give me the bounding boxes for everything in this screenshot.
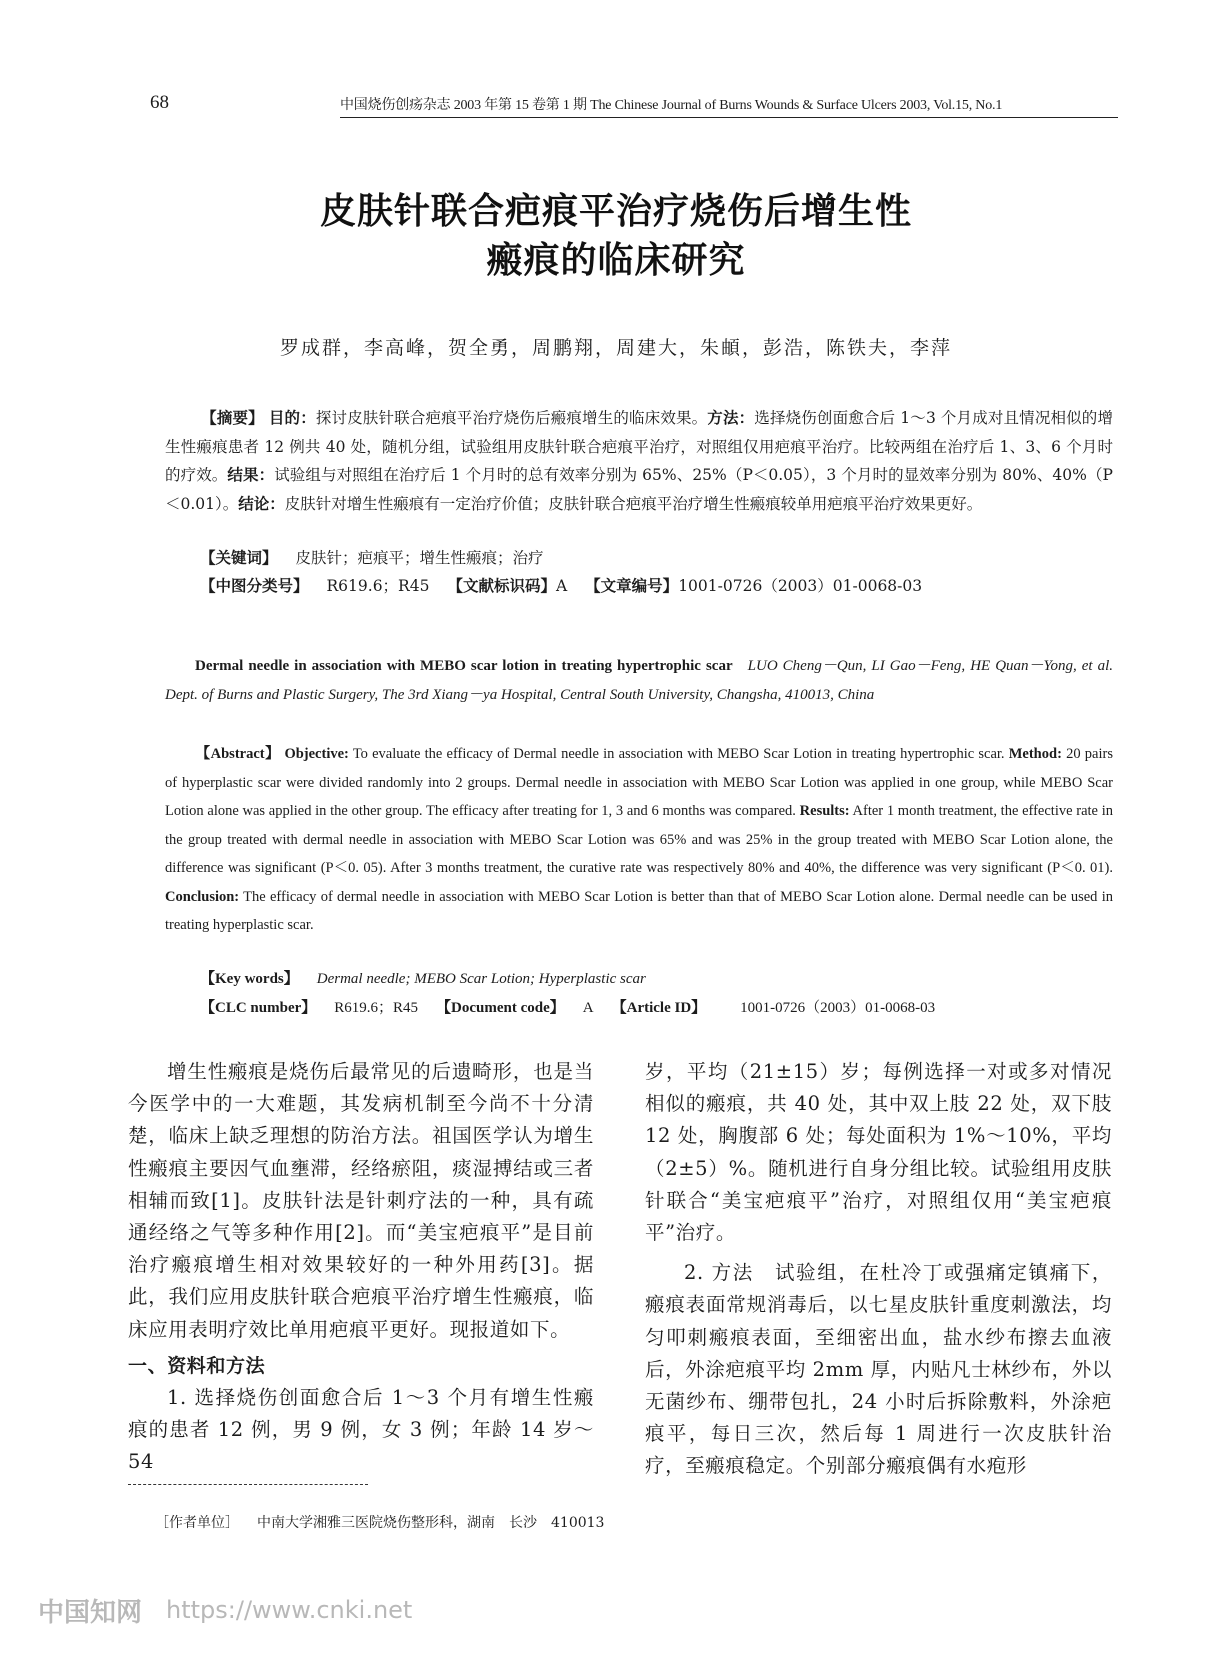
method-text: 选择烧伤创面愈合后 1～3 个月成对且情况相似的增生性瘢痕患者 12 例共 40 处，随机分组，试验组用皮肤针联合疤痕平治疗，对照组仅用疤痕平治疗。比较两组在治疗后 1、3、6 个月时的疗效。 xyxy=(165,409,1113,484)
english-authors: LUO Cheng－Qun, LI Gao－Feng, HE Quan－Yong, et al. xyxy=(747,658,1114,674)
doc-code-label: 【文献标识码】 xyxy=(447,577,556,595)
section-heading: 一、资料和方法 xyxy=(128,1354,266,1377)
author-affiliation-footnote xyxy=(155,1512,604,1532)
clc-label: 【中图分类号】 xyxy=(200,577,309,595)
en-method-text: 20 pairs of hyperplastic scar were divided randomly into 2 groups. Dermal needle in association with MEBO Scar Lotion was applied in one group, while MEBO Scar Lotion alone was applied in the other group. The efficacy after treating for 1, 3 and 6 months was compared. xyxy=(165,746,1113,819)
intro-paragraph: 增生性瘢痕是烧伤后最常见的后遗畸形，也是当今医学中的一大难题，其发病机制至今尚不十分清楚，临床上缺乏理想的防治方法。祖国医学认为增生性瘢痕主要因气血壅滞，经络瘀阻，痰湿搏结或三者相辅而致[1]。皮肤针法是针刺疗法的一种，具有疏通经络之气等多种作用[2]。而“美宝疤痕平”是目前治疗瘢痕增生相对效果较好的一种外用药[3]。据此，我们应用皮肤针联合疤痕平治疗增生性瘢痕，临床应用表明疗效比单用疤痕平更好。现报道如下。 xyxy=(128,1060,594,1341)
en-abstract-label: 【Abstract】 xyxy=(195,746,281,762)
article-id-label: 【文章编号】 xyxy=(585,577,679,595)
en-article-id-value: 1001-0726（2003）01-0068-03 xyxy=(740,1000,936,1016)
conclusion-label: 结论： xyxy=(238,494,285,513)
result-text: 试验组与对照组在治疗后 1 个月时的总有效率分别为 65%、25%（P＜0.05），3 个月时的显效率分别为 80%、40%（P＜0.01）。 xyxy=(165,466,1113,513)
chinese-classification xyxy=(200,574,922,596)
conclusion-text: 皮肤针对增生性瘢痕有一定治疗价值；皮肤针联合疤痕平治疗增生性瘢痕较单用疤痕平治疗效果更好。 xyxy=(284,494,983,513)
chinese-keywords xyxy=(200,546,544,568)
keywords-value: 皮肤针；疤痕平；增生性瘢痕；治疗 xyxy=(295,549,544,567)
english-keywords xyxy=(200,967,646,988)
author-list: 罗成群，李高峰，贺全勇，周鹏翔，周建大，朱頔，彭浩，陈铁夫，李萍 xyxy=(279,337,952,359)
en-results-label: Results: xyxy=(799,803,850,819)
cnki-url[interactable]: https://www.cnki.net xyxy=(166,1596,413,1624)
en-doc-code-label: 【Document code】 xyxy=(436,1000,565,1016)
clc-value: R619.6；R45 xyxy=(326,577,430,595)
keywords-label: 【关键词】 xyxy=(200,549,278,567)
abstract-label: 【摘要】 xyxy=(201,409,264,427)
en-doc-code-value: A xyxy=(582,1000,594,1016)
en-conclusion-label: Conclusion: xyxy=(165,888,240,905)
method-label: 方法： xyxy=(707,409,755,427)
body-right-column xyxy=(645,1056,1112,1483)
en-keywords-label: 【Key words】 xyxy=(200,971,299,987)
english-classification xyxy=(200,996,935,1017)
doc-code-value: A xyxy=(555,577,568,595)
english-title-block xyxy=(165,652,1113,709)
footnote-rule xyxy=(128,1484,368,1485)
english-title: Dermal needle in association with MEBO scar lotion in treating hypertrophic scar xyxy=(195,658,733,674)
en-objective-label: Objective: xyxy=(284,746,349,762)
result-label: 结果： xyxy=(227,466,275,484)
methods-paragraph: 2. 方法 试验组，在杜冷丁或强痛定镇痛下，瘢痕表面常规消毒后，以七星皮肤针重度刺激法，均匀叩刺瘢痕表面，至细密出血，盐水纱布擦去血液后，外涂疤痕平均 2mm 厚，内贴凡士林纱布，外以无菌纱布、绷带包扎，24 小时后拆除敷料，外涂疤痕平，每日三次，然后每 1 周进行一次皮肤针治疗，至瘢痕稳定。个别部分瘢痕偶有水疱形 xyxy=(645,1261,1112,1478)
en-results-text: After 1 month treatment, the effective rate in the group treated with dermal needle in association with MEBO Scar Lotion was 65% and was 25% in the group treated with MEBO Scar Lotion alone, the difference was significant (P＜0. 05). After 3 months treatment, the curative rate was respectively 80% and 40%, the difference was very significant (P＜0. 01). xyxy=(165,803,1114,876)
footnote-value: 中南大学湘雅三医院烧伤整形科，湖南 长沙 410013 xyxy=(257,1515,605,1531)
page-number: 68 xyxy=(150,92,169,113)
en-conclusion-text: The efficacy of dermal needle in association with MEBO Scar Lotion is better than that of MEBO Scar Lotion alone. Dermal needle can be used in treating hyperplastic scar. xyxy=(165,888,1113,933)
objective-text: 探讨皮肤针联合疤痕平治疗烧伤后瘢痕增生的临床效果。 xyxy=(315,409,708,427)
paper-title-line-2: 瘢痕的临床研究 xyxy=(486,240,746,281)
en-method-label: Method: xyxy=(1008,746,1062,762)
running-head: 中国烧伤创疡杂志 2003 年第 15 卷第 1 期 The Chinese Journal of Burns Wounds & Surface Ulcers 2003, Vol.15, No.1 xyxy=(340,94,1118,118)
en-clc-value: R619.6；R45 xyxy=(334,1000,419,1016)
cnki-logo-text: 中国知网 xyxy=(38,1598,143,1628)
materials-paragraph-continued: 岁，平均（21±15）岁；每例选择一对或多对情况相似的瘢痕，共 40 处，其中双上肢 22 处，双下肢 12 处，胸腹部 6 处；每处面积为 1%～10%，平均（2±5）%。随机进行自身分组比较。试验组用皮肤针联合“美宝疤痕平”治疗，对照组仅用“美宝疤痕平”治疗。 xyxy=(645,1060,1112,1245)
paper-title-line-1: 皮肤针联合疤痕平治疗烧伤后增生性 xyxy=(319,191,912,232)
article-id-value: 1001-0726（2003）01-0068-03 xyxy=(678,577,923,595)
objective-label: 目的： xyxy=(268,409,316,427)
chinese-abstract xyxy=(165,404,1113,518)
body-left-column xyxy=(128,1056,594,1479)
footnote-label: ［作者单位］ xyxy=(155,1515,239,1531)
en-keywords-value: Dermal needle; MEBO Scar Lotion; Hyperplastic scar xyxy=(316,971,646,987)
en-clc-label: 【CLC number】 xyxy=(200,1000,317,1016)
english-affiliation: Dept. of Burns and Plastic Surgery, The 3rd Xiang－ya Hospital, Central South University, Changsha, 410013, China xyxy=(165,686,875,703)
en-article-id-label: 【Article ID】 xyxy=(611,1000,707,1016)
materials-paragraph: 1. 选择烧伤创面愈合后 1～3 个月有增生性瘢痕的患者 12 例，男 9 例，女 3 例；年龄 14 岁～54 xyxy=(128,1386,594,1474)
english-abstract xyxy=(165,740,1113,940)
en-objective-text: To evaluate the efficacy of Dermal needle in association with MEBO Scar Lotion in treating hypertrophic scar. xyxy=(352,746,1005,762)
